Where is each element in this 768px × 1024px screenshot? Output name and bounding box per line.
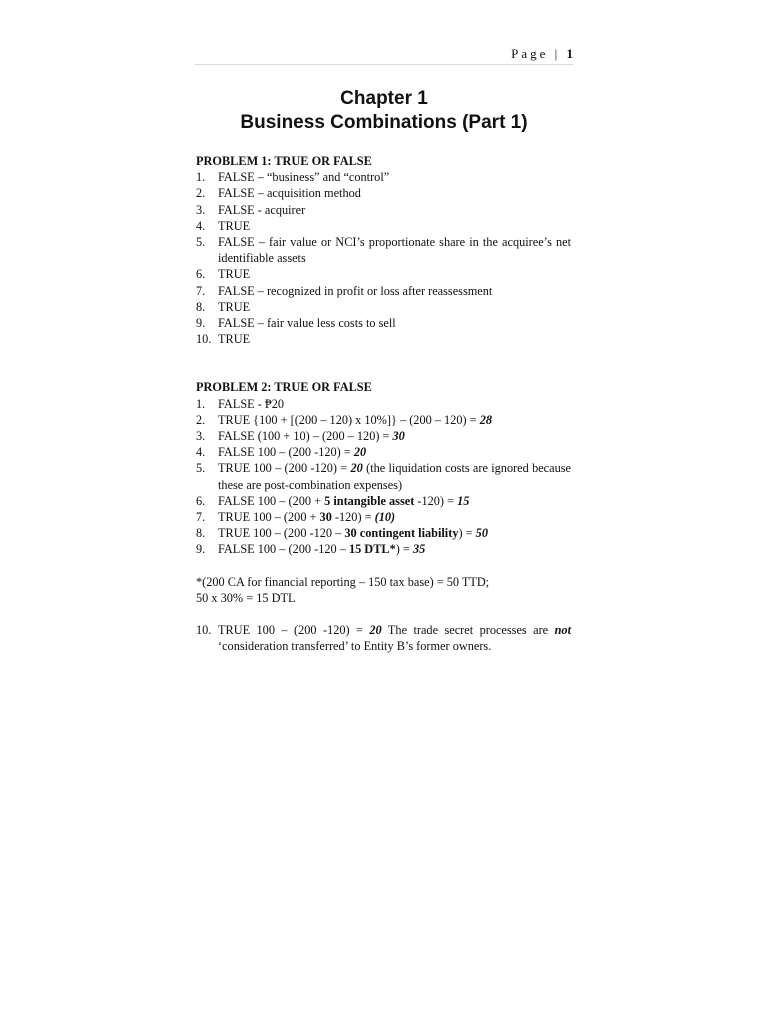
list-item bbox=[196, 299, 571, 315]
item-number: 5. bbox=[196, 235, 206, 250]
item-text: FALSE – fair value or NCI’s proportionate share in the acquiree’s net identifiable assets bbox=[218, 235, 571, 266]
list-item bbox=[196, 412, 571, 428]
item-number: 7. bbox=[196, 283, 206, 298]
item-text: FALSE – recognized in profit or loss after reassessment bbox=[218, 283, 493, 298]
item-number: 9. bbox=[196, 542, 206, 557]
item-text: TRUE {100 + [(200 – 120) x 10%]} – (200 – 120) = bbox=[218, 412, 480, 427]
item-bold: 15 DTL* bbox=[348, 542, 396, 557]
item-text: FALSE – acquisition method bbox=[218, 186, 361, 201]
item-number: 6. bbox=[196, 493, 206, 508]
item-text-mid: ) = bbox=[395, 542, 413, 557]
page-number: 1 bbox=[566, 46, 573, 61]
item-number: 4. bbox=[196, 218, 206, 233]
item-text-mid: ) = bbox=[458, 526, 476, 541]
item-text: FALSE - ₱20 bbox=[218, 396, 285, 411]
list-item bbox=[196, 185, 571, 201]
item-result: 35 bbox=[412, 542, 426, 557]
footnote-line: 50 x 30% = 15 DTL bbox=[196, 590, 296, 605]
problem2-list bbox=[196, 396, 571, 558]
item-number: 3. bbox=[196, 429, 206, 444]
item-number: 8. bbox=[196, 526, 206, 541]
list-item bbox=[196, 525, 571, 541]
list-item bbox=[196, 444, 571, 460]
list-item bbox=[196, 460, 571, 492]
list-item bbox=[196, 541, 571, 557]
item-text: TRUE bbox=[218, 332, 251, 347]
item-number: 3. bbox=[196, 202, 206, 217]
list-item bbox=[196, 331, 571, 347]
item-text-mid: The trade secret processes are bbox=[381, 623, 555, 638]
item-text-mid: -120) = bbox=[331, 510, 375, 525]
list-item bbox=[196, 315, 571, 331]
list-item bbox=[196, 493, 571, 509]
list-item bbox=[196, 234, 571, 266]
item-text-tail: (the liquidation costs are ignored because these are post-combination expenses) bbox=[218, 461, 571, 492]
spacer bbox=[196, 558, 571, 574]
chapter-title: Chapter 1 bbox=[340, 88, 428, 109]
item-result: 20 bbox=[353, 445, 367, 460]
list-item bbox=[196, 202, 571, 218]
list-item bbox=[196, 428, 571, 444]
item-bold: 30 bbox=[319, 510, 332, 525]
item-number: 5. bbox=[196, 461, 206, 476]
item-text: FALSE – fair value less costs to sell bbox=[218, 316, 396, 331]
item-result: 28 bbox=[479, 412, 492, 427]
item-result: 20 bbox=[350, 461, 363, 476]
item-bold: 5 intangible asset bbox=[324, 493, 415, 508]
item-number: 6. bbox=[196, 267, 206, 282]
list-item bbox=[196, 266, 571, 282]
item-number: 4. bbox=[196, 445, 206, 460]
item-result: (10) bbox=[374, 510, 396, 525]
item-text: FALSE 100 – (200 + bbox=[218, 493, 325, 508]
item-text: FALSE (100 + 10) – (200 – 120) = bbox=[218, 429, 393, 444]
spacer bbox=[196, 606, 571, 622]
list-item bbox=[196, 169, 571, 185]
item-number: 8. bbox=[196, 299, 206, 314]
item-text: FALSE 100 – (200 -120) = bbox=[218, 445, 354, 460]
item-text: TRUE bbox=[218, 218, 251, 233]
problem1-heading: PROBLEM 1: TRUE OR FALSE bbox=[196, 154, 372, 168]
item-text: TRUE bbox=[218, 299, 251, 314]
chapter-subtitle: Business Combinations (Part 1) bbox=[240, 112, 528, 133]
list-item bbox=[196, 283, 571, 299]
problem2-list-continued bbox=[196, 622, 571, 654]
item-number: 9. bbox=[196, 316, 206, 331]
item-text: TRUE 100 – (200 -120) = bbox=[218, 461, 351, 476]
item-text: TRUE bbox=[218, 267, 251, 282]
item-text: TRUE 100 – (200 -120 – bbox=[218, 526, 345, 541]
item-number: 7. bbox=[196, 510, 206, 525]
item-result: 30 bbox=[392, 429, 405, 444]
list-item bbox=[196, 396, 571, 412]
item-result: 20 bbox=[369, 623, 382, 638]
item-number: 2. bbox=[196, 412, 206, 427]
footnote-line: *(200 CA for financial reporting – 150 tax base) = 50 TTD; bbox=[196, 574, 490, 589]
item-text-tail: ‘consideration transferred’ to Entity B’s former owners. bbox=[218, 639, 492, 654]
list-item bbox=[196, 509, 571, 525]
item-text: TRUE 100 – (200 + bbox=[218, 510, 320, 525]
item-number: 1. bbox=[196, 396, 206, 411]
item-emphasis: not bbox=[554, 623, 571, 638]
page-header: Page | 1 bbox=[195, 46, 573, 65]
item-text: FALSE 100 – (200 -120 – bbox=[218, 542, 349, 557]
item-text: FALSE - acquirer bbox=[218, 202, 306, 217]
list-item bbox=[196, 218, 571, 234]
item-text-mid: -120) = bbox=[414, 493, 458, 508]
document-body bbox=[196, 153, 571, 654]
item-result: 15 bbox=[457, 493, 470, 508]
problem1-list bbox=[196, 169, 571, 347]
list-item bbox=[196, 622, 571, 654]
item-text: FALSE – “business” and “control” bbox=[218, 170, 390, 185]
item-number: 10. bbox=[196, 332, 212, 347]
item-number: 10. bbox=[196, 623, 212, 638]
item-number: 2. bbox=[196, 186, 206, 201]
item-text: TRUE 100 – (200 -120) = bbox=[218, 623, 370, 638]
spacer bbox=[196, 347, 571, 379]
problem2-heading: PROBLEM 2: TRUE OR FALSE bbox=[196, 380, 372, 395]
item-bold: 30 contingent liability bbox=[344, 526, 459, 541]
item-result: 50 bbox=[475, 526, 488, 541]
page-label: Page bbox=[511, 46, 549, 61]
item-number: 1. bbox=[196, 170, 206, 185]
